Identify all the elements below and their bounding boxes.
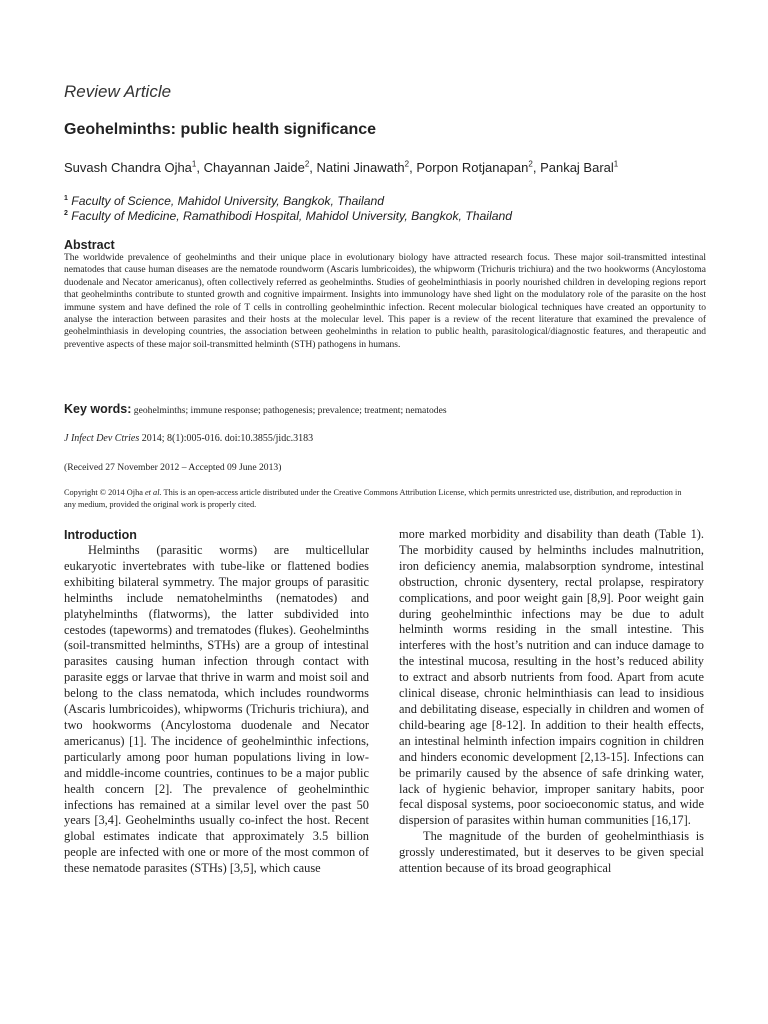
body-column-right xyxy=(399,527,704,877)
citation-details: 2014; 8(1):005-016. doi:10.3855/jidc.3183 xyxy=(141,433,314,444)
abstract-heading: Abstract xyxy=(64,238,115,252)
received-dates: (Received 27 November 2012 – Accepted 09 June 2013) xyxy=(64,462,282,473)
article-type: Review Article xyxy=(64,82,172,101)
body-paragraph: The magnitude of the burden of geohelminthiasis is grossly underestimated, but it deserves to be given special attention because of its broad geographical xyxy=(399,829,704,876)
author: Pankaj Baral$^1$ xyxy=(540,160,619,176)
author: Natini Jinawath$^2$, xyxy=(316,160,417,176)
author: Suvash Chandra Ojha$^1$, xyxy=(64,160,204,176)
affiliation: $^2$ Faculty of Medicine, Ramathibodi Hospital, Mahidol University, Bangkok, Thailand xyxy=(64,209,513,223)
keywords-text: geohelminths; immune response; pathogenesis; prevalence; treatment; nematodes xyxy=(133,405,447,416)
body-column-left xyxy=(64,527,369,877)
keywords xyxy=(64,402,447,416)
body-paragraph: more marked morbidity and disability than death (Table 1). The morbidity caused by helminths includes malnutrition, iron deficiency anemia, malabsorption syndrome, intestinal obstruction, chronic dysentery, rectal prolapse, respiratory complications, and poor weight gain [8,9]. Poor weight gain during geohelminthic infections may be due to adult helminth worms residing in the small intestine. This interferes with the host’s nutrition and can induce damage to the intestinal mucosa, resulting in the host’s reduced ability to extract and absorb nutrients from food. Apart from acute clinical disease, chronic helminthiasis can lead to insidious and debilitating disease, especially in children and women of child-bearing age [8-12]. In addition to their health effects, an intestinal helminth infection impairs cognition in children and hinders economic development [2,13-15]. Infections can be primarily caused by the absence of safe drinking water, lack of hygienic behavior, improper sanitary habits, poor fecal disposal systems, poor socioeconomic status, and wide dispersion of parasites within human communities [16,17]. xyxy=(399,527,704,828)
keywords-label: Key words: xyxy=(64,402,132,416)
journal-name: J Infect Dev Ctries xyxy=(64,433,140,444)
article-title: Geohelminths: public health significance xyxy=(64,121,377,138)
abstract-text: The worldwide prevalence of geohelminths and their unique place in evolutionary biology have attracted research focus. These major soil-transmitted intestinal nematodes that cause human diseases are the nematode roundworm (Ascaris lumbricoides), the whipworm (Trichuris trichiura) and the two hookworms (Ancylostoma duodenale and Necator americanus), often collectively referred as geohelminths. Studies of geohelminthiasis in poorly nourished children in developing regions report that geohelminths contribute to stunted growth and cognitive impairment. Insights into immunology have shed light on the modulatory role of the parasite on the host immune system and have defined the role of T cells in controlling geohelminthic infection. Recent molecular biological techniques have created an opportunity to analyse the interaction between parasites and their hosts at the molecular level. This paper is a review of the recent literature that examined the prevalence of geohelminthiasis in developing countries, the association between geohelminths in relation to public health, parasitological/diagnostic features, and therapeutic and preventive aspects of these major soil-transmitted helminth (STH) pathogens in humans. xyxy=(64,253,706,350)
affiliation: $^1$ Faculty of Science, Mahidol University, Bangkok, Thailand xyxy=(64,194,385,208)
copyright-notice: Copyright © 2014 Ojha et al. This is an open-access article distributed under the Creative Commons Attribution License, which permits unrestricted use, distribution, and reproduction in any medium, provided the original work is properly cited. xyxy=(64,488,682,509)
author: Porpon Rotjanapan$^2$, xyxy=(416,160,541,176)
section-heading-introduction: Introduction xyxy=(64,528,137,542)
citation xyxy=(64,433,313,444)
author-list xyxy=(64,160,618,175)
author: Chayannan Jaide$^2$, xyxy=(203,160,317,176)
body-paragraph: Helminths (parasitic worms) are multicellular eukaryotic invertebrates with tube-like or flattened bodies exhibiting bilateral symmetry. The major groups of parasitic helminths include nematohelminths (nematodes) and platyhelminths (flatworms), the latter subdivided into cestodes (tapeworms) and trematodes (flukes). Geohelminths (soil-transmitted helminths, STHs) are a group of intestinal parasites causing human infection through contact with parasite eggs or larvae that thrive in warm and moist soil and belong to the class nematoda, which includes roundworms (Ascaris lumbricoides), whipworms (Trichuris trichiura), and two hookworms (Ancylostoma duodenale and Necator americanus) [1]. The incidence of geohelminthic infections, particularly among poor human populations living in low- and middle-income countries, continues to be a major public health concern [2]. The prevalence of geohelminthic infections has remained at a similar level over the past 50 years [3,4]. Geohelminths usually co-infect the host. Recent global estimates indicate that approximately 3.5 billion people are infected with one or more of the most common of these nematode parasites (STHs) [3,5], which cause xyxy=(64,543,369,876)
